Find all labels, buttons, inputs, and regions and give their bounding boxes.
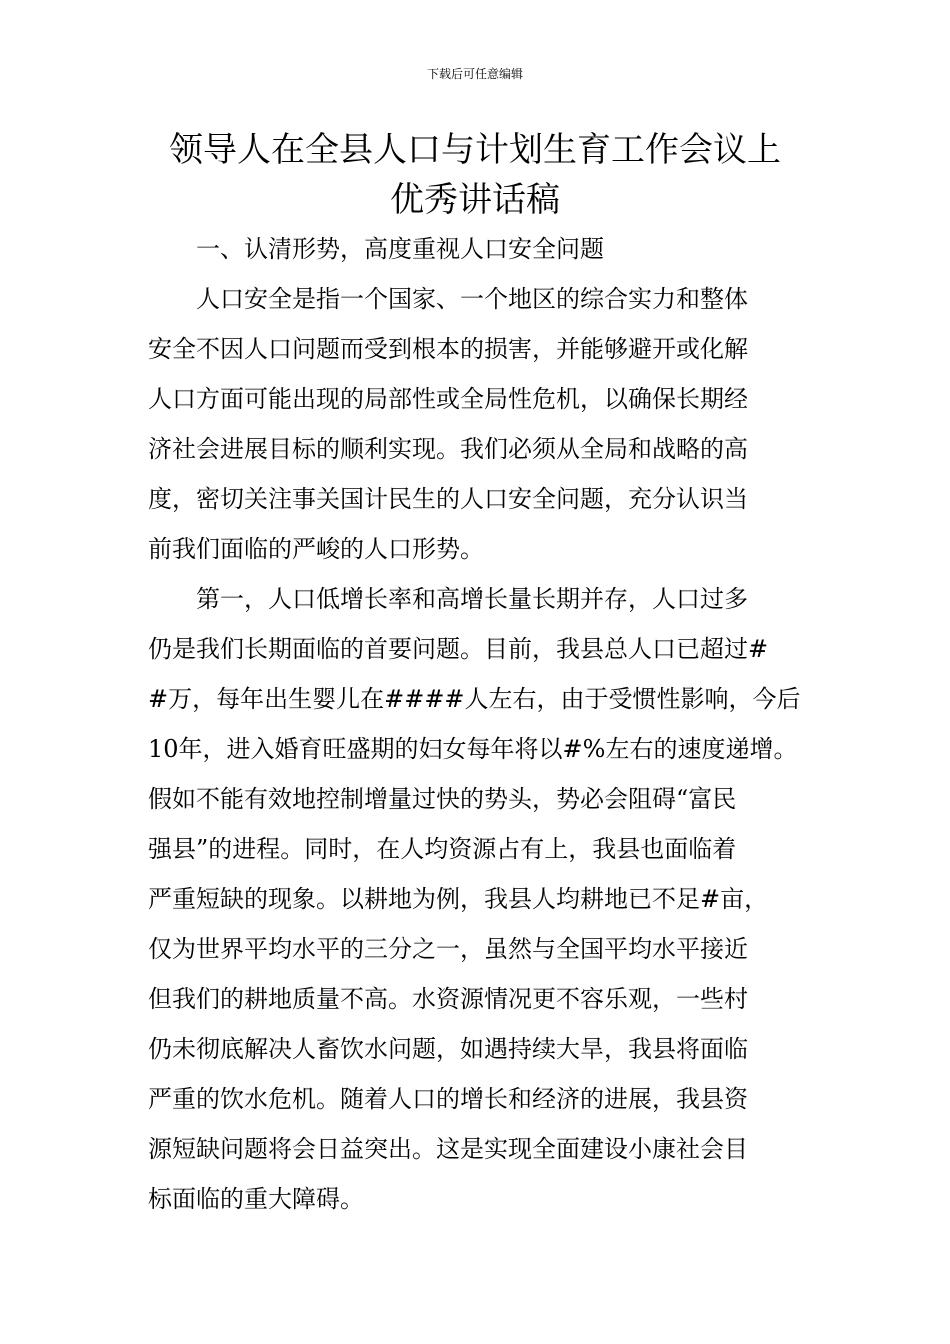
document-title-line-1: 领导人在全县人口与计划生育工作会议上	[169, 130, 781, 170]
paragraph-line: 强县”的进程。同时，在人均资源占有上，我县也面临着	[148, 835, 737, 863]
paragraph-line: 仍是我们长期面临的首要问题。目前，我县总人口已超过#	[148, 635, 769, 663]
paragraph-1	[148, 274, 838, 574]
paragraph-line: 人口方面可能出现的局部性或全局性危机，以确保长期经	[148, 385, 748, 413]
paragraph-line: 标面临的重大障碍。	[148, 1185, 364, 1213]
paragraph-line: #万，每年出生婴儿在####人左右，由于受惯性影响，今后	[148, 685, 801, 713]
paragraph-line: 前我们面临的严峻的人口形势。	[148, 535, 484, 563]
header-note: 下载后可任意编辑	[426, 67, 523, 81]
section-heading	[148, 224, 838, 274]
paragraph-line: 人口安全是指一个国家、一个地区的综合实力和整体	[196, 285, 748, 313]
paragraph-2	[148, 574, 838, 1224]
paragraph-line: 安全不因人口问题而受到根本的损害，并能够避开或化解	[148, 335, 748, 363]
paragraph-line: 严重短缺的现象。以耕地为例，我县人均耕地已不足#亩，	[148, 885, 769, 913]
paragraph-line: 仍未彻底解决人畜饮水问题，如遇持续大旱，我县将面临	[148, 1035, 748, 1063]
paragraph-line: 严重的饮水危机。随着人口的增长和经济的进展，我县资	[148, 1085, 748, 1113]
paragraph-line: 济社会进展目标的顺利实现。我们必须从全局和战略的高	[148, 435, 748, 463]
paragraph-line: 第一，人口低增长率和高增长量长期并存，人口过多	[196, 585, 748, 613]
section-heading-text: 一、认清形势，高度重视人口安全问题	[196, 235, 604, 263]
paragraph-line: 假如不能有效地控制增量过快的势头，势必会阻碍“富民	[148, 785, 737, 813]
paragraph-line: 源短缺问题将会日益突出。这是实现全面建设小康社会目	[148, 1135, 748, 1163]
paragraph-line: 但我们的耕地质量不高。水资源情况更不容乐观，一些村	[148, 985, 748, 1013]
paragraph-line: 度，密切关注事关国计民生的人口安全问题，充分认识当	[148, 485, 748, 513]
document-title-line-2: 优秀讲话稿	[390, 180, 560, 220]
paragraph-line: 10年，进入婚育旺盛期的妇女每年将以#%左右的速度递增。	[148, 735, 798, 763]
paragraph-line: 仅为世界平均水平的三分之一，虽然与全国平均水平接近	[148, 935, 748, 963]
